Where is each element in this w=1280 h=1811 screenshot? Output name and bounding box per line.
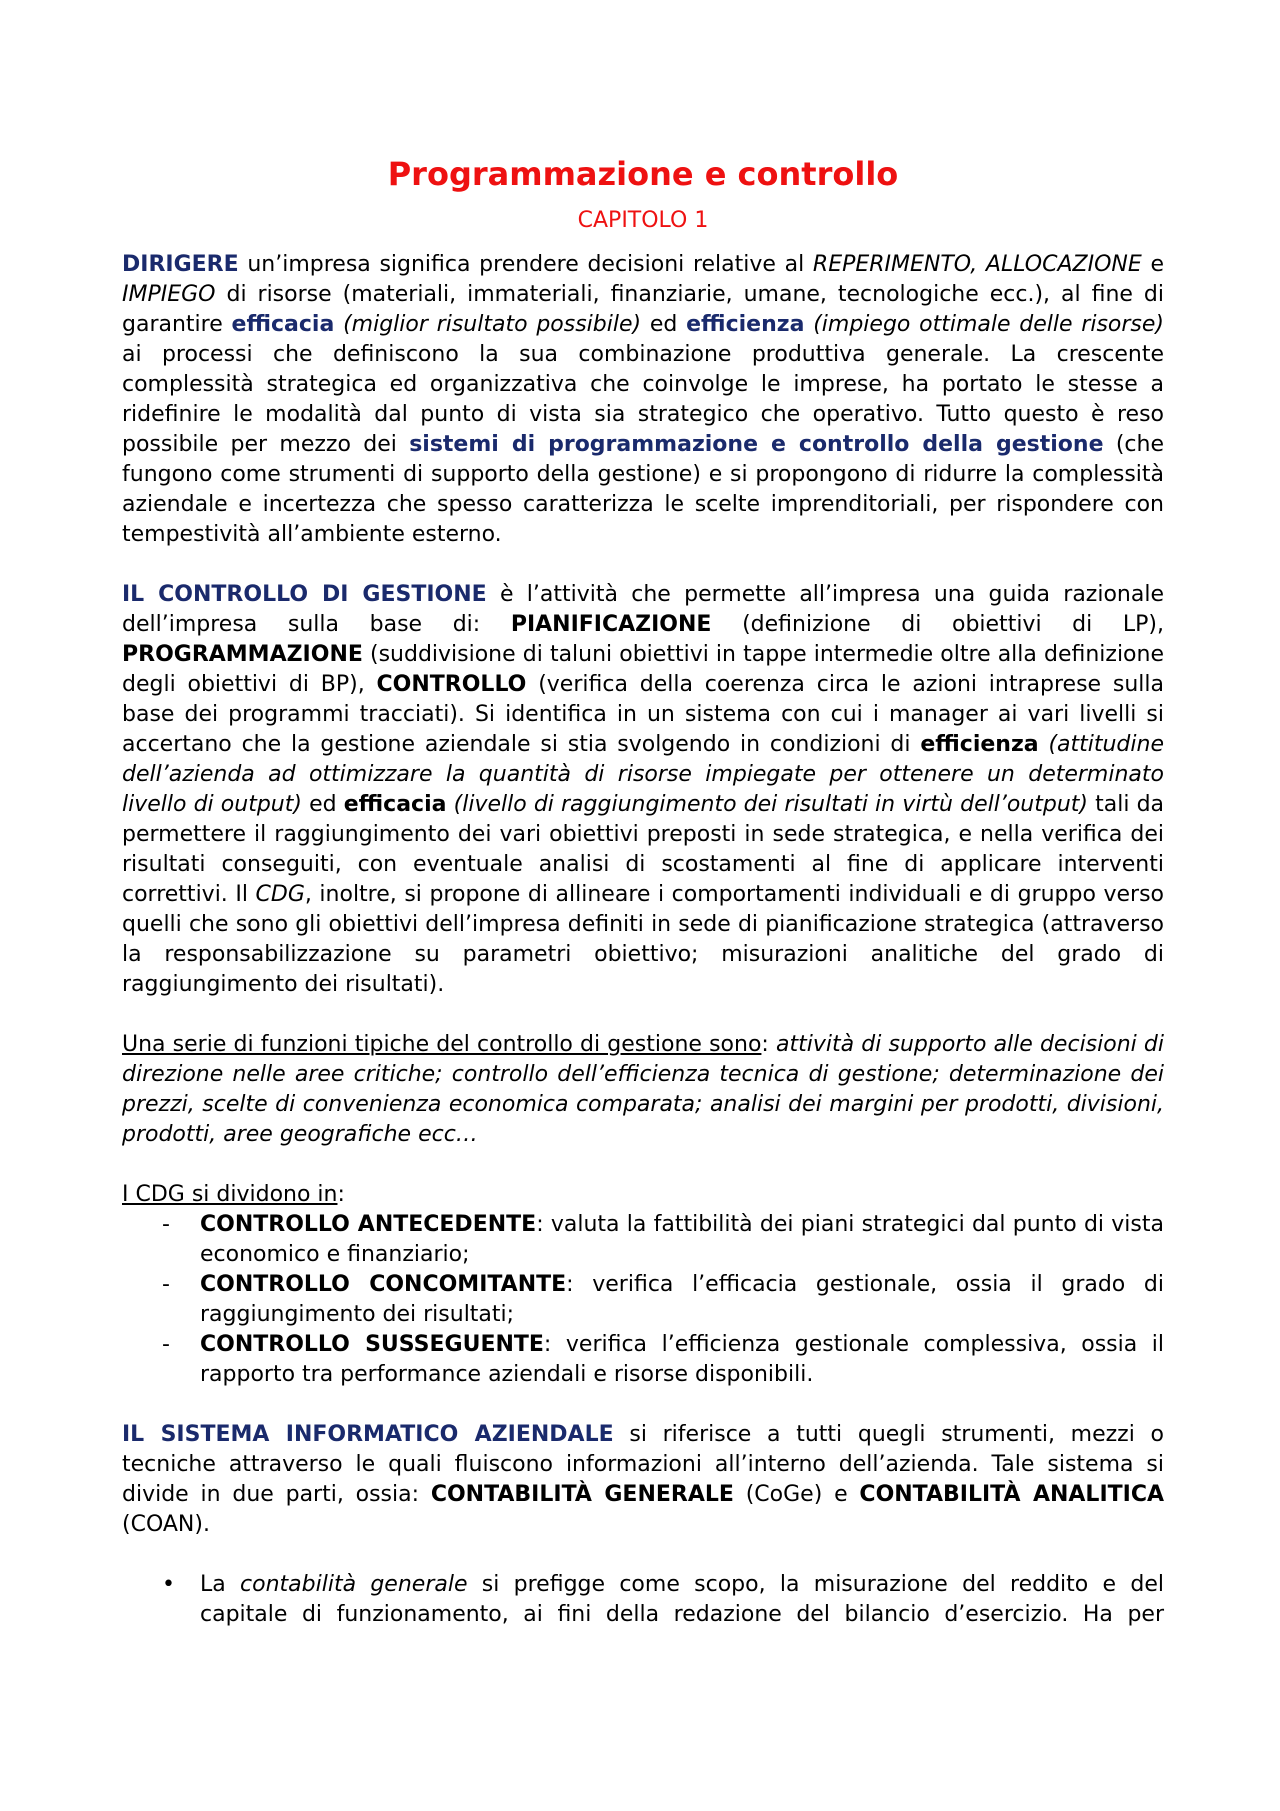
text-span: e — [1141, 252, 1165, 277]
list-item-term: CONTROLLO ANTECEDENTE — [200, 1212, 537, 1237]
term-contabilita-generale: CONTABILITÀ GENERALE — [430, 1482, 734, 1507]
chapter-label-text: CAPITOLO 1 — [577, 208, 709, 233]
text-span: (miglior risultato possibile) — [343, 312, 642, 337]
list-item-term: CONTROLLO CONCOMITANTE — [200, 1272, 567, 1297]
cdg-types-list — [122, 1210, 1164, 1390]
text-span: un’impresa significa prendere decisioni relative al — [238, 252, 813, 277]
text-span: La — [200, 1572, 241, 1597]
text-span: ed — [641, 312, 687, 337]
contabilita-list — [122, 1570, 1164, 1630]
text-span: (livello di raggiungimento dei risultati in virtù dell’output) — [453, 792, 1088, 817]
term-contabilita-analitica: CONTABILITÀ ANALITICA — [859, 1482, 1164, 1507]
document-title — [122, 152, 1164, 196]
text-span: (verifica della coerenza circa le azioni intraprese sulla base dei programmi tracciati). Si identifica in un sistema con cui i manager ai vari livelli si accertano che la gestione aziendale si stia svolgendo in condizioni di — [122, 672, 1164, 757]
paragraph-sistema-informatico — [122, 1420, 1164, 1540]
dash-marker: - — [162, 1212, 170, 1237]
text-span: contabilità generale — [240, 1572, 468, 1597]
paragraph-cdg-intro — [122, 1180, 1164, 1210]
text-span: è l’attività che permette all’impresa una guida razionale dell’impresa sulla base di: — [122, 582, 1164, 637]
document-title-text: Programmazione e controllo — [387, 155, 899, 193]
term-dirigere: DIRIGERE — [122, 252, 239, 277]
list-item-desc: : valuta la fattibilità dei piani strategici dal punto di vista economico e finanziario; — [200, 1212, 1164, 1267]
text-span: IMPIEGO — [122, 282, 216, 307]
list-item-desc: : verifica l’efficienza gestionale complessiva, ossia il rapporto tra performance aziendali e risorse disponibili. — [200, 1332, 1164, 1387]
text-span: , inoltre, si propone di allineare i comportamenti individuali e di gruppo verso quelli che sono gli obiettivi dell’impresa definiti in sede di pianificazione strategica (attraverso la responsabilizzazione su parametri obiettivo; misurazioni analitiche del grado di raggiungimento dei risultati). — [122, 882, 1164, 997]
list-item — [122, 1330, 1164, 1390]
term-sistema-informatico: IL SISTEMA INFORMATICO AZIENDALE — [122, 1422, 614, 1447]
text-span: (definizione di obiettivi di LP), — [711, 612, 1164, 637]
dash-marker: - — [162, 1272, 170, 1297]
text-span — [334, 312, 343, 337]
paragraph-funzioni — [122, 1030, 1164, 1150]
list-item — [122, 1270, 1164, 1330]
list-item-term: CONTROLLO SUSSEGUENTE — [200, 1332, 544, 1357]
term-controllo: CONTROLLO — [376, 672, 527, 697]
text-span — [1039, 732, 1049, 757]
list-item — [122, 1210, 1164, 1270]
text-span: (impiego ottimale delle risorse) — [813, 312, 1165, 337]
term-efficienza: efficienza — [920, 732, 1039, 757]
text-span: REPERIMENTO, ALLOCAZIONE — [812, 252, 1142, 277]
list-item-desc: : verifica l’efficacia gestionale, ossia il grado di raggiungimento dei risultati; — [200, 1272, 1165, 1327]
text-span: : — [761, 1032, 776, 1057]
text-span: (COAN). — [122, 1512, 210, 1537]
text-span: : — [337, 1182, 345, 1207]
text-span: di risorse (materiali, immateriali, finanziarie, umane, tecnologiche ecc.), al fine di garantire — [122, 282, 1164, 337]
term-efficacia: efficacia — [343, 792, 447, 817]
text-span: (suddivisione di taluni obiettivi in tappe intermedie oltre alla definizione degli obiettivi di BP), — [122, 642, 1164, 697]
dash-marker: - — [162, 1332, 170, 1357]
term-programmazione: PROGRAMMAZIONE — [122, 642, 363, 667]
chapter-label — [122, 206, 1164, 236]
text-span: ai processi che definiscono la sua combinazione produttiva generale. La crescente complessità strategica ed organizzativa che coinvolge le imprese, ha portato le stesse a ridefinire le modalità dal punto di vista sia strategico che operativo. Tutto questo è reso possibile per mezzo dei — [122, 342, 1164, 457]
term-cdg: CDG — [255, 882, 305, 907]
text-span: si riferisce a tutti quegli strumenti, mezzi o tecniche attraverso le quali fluiscono informazioni all’interno dell’azienda. Tale sistema si divide in due parti, ossia: — [122, 1422, 1164, 1507]
term-sistemi-programmazione: sistemi di programmazione e controllo della gestione — [409, 432, 1104, 457]
text-span: (CoGe) e — [733, 1482, 860, 1507]
term-controllo-gestione: IL CONTROLLO DI GESTIONE — [122, 582, 487, 607]
list-item — [122, 1570, 1164, 1630]
text-span: attività di supporto alle decisioni di direzione nelle aree critiche; controllo dell’efficienza tecnica di gestione; determinazione dei prezzi, scelte di convenienza economica comparata; analisi dei margini per prodotti, divisioni, prodotti, aree geografiche ecc… — [122, 1032, 1165, 1147]
text-span: (che fungono come strumenti di supporto della gestione) e si propongono di ridurre la complessità aziendale e incertezza che spesso caratterizza le scelte imprenditoriali, per rispondere con tempestività all’ambiente esterno. — [122, 432, 1164, 547]
paragraph-dirigere — [122, 250, 1164, 550]
text-span: si prefigge come scopo, la misurazione del reddito e del capitale di funzionamento, ai fini della redazione del bilancio d’esercizio. Ha per — [200, 1572, 1164, 1627]
text-span — [804, 312, 813, 337]
text-span: (attitudine dell’azienda ad ottimizzare la quantità di risorse impiegate per ottenere un determinato livello di output) — [122, 732, 1164, 817]
term-pianificazione: PIANIFICAZIONE — [510, 612, 712, 637]
text-span: tali da permettere il raggiungimento dei vari obiettivi preposti in sede strategica, e nella verifica dei risultati conseguiti, con eventuale analisi di scostamenti al fine di applicare interventi correttivi. Il — [122, 792, 1165, 907]
term-efficienza: efficienza — [686, 312, 805, 337]
bullet-marker: • — [162, 1572, 175, 1597]
text-span — [447, 792, 454, 817]
text-span: I CDG si dividono in — [122, 1182, 338, 1207]
paragraph-controllo-gestione — [122, 580, 1164, 1000]
text-span: Una serie di funzioni tipiche del controllo di gestione sono — [122, 1032, 762, 1057]
text-span: ed — [301, 792, 344, 817]
term-efficacia: efficacia — [231, 312, 335, 337]
